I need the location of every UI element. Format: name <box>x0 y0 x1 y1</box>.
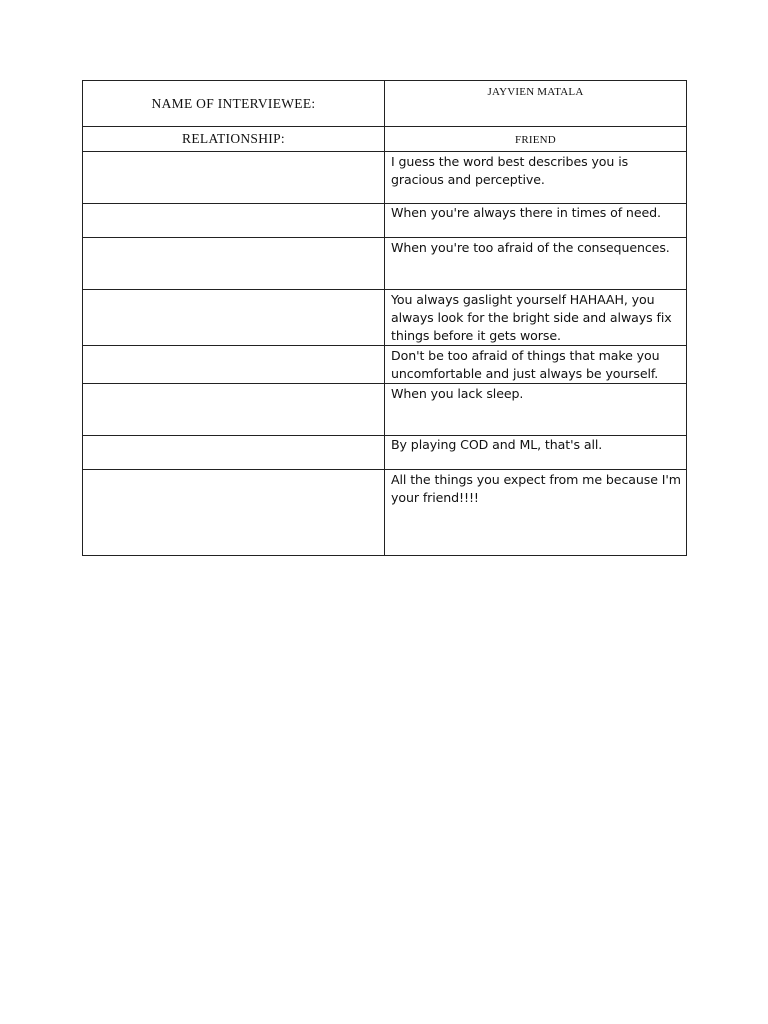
table-row <box>83 346 687 384</box>
answer-cell: When you lack sleep. <box>385 384 687 436</box>
question-cell <box>83 290 385 346</box>
interviewee-row <box>83 81 687 127</box>
answer-cell: When you're always there in times of need. <box>385 204 687 238</box>
interview-table <box>82 80 687 556</box>
table-row <box>83 470 687 556</box>
table-row <box>83 290 687 346</box>
table-row <box>83 384 687 436</box>
answer-cell: When you're too afraid of the consequences. <box>385 238 687 290</box>
question-cell <box>83 204 385 238</box>
answer-cell: Don't be too afraid of things that make you uncomfortable and just always be yourself. <box>385 346 687 384</box>
question-cell <box>83 346 385 384</box>
question-cell <box>83 238 385 290</box>
table-row <box>83 204 687 238</box>
answer-cell: By playing COD and ML, that's all. <box>385 436 687 470</box>
table-row <box>83 238 687 290</box>
table-row <box>83 436 687 470</box>
relationship-value: FRIEND <box>385 127 687 152</box>
interviewee-name: JAYVIEN MATALA <box>385 81 687 127</box>
answer-cell: I guess the word best describes you is gracious and perceptive. <box>385 152 687 204</box>
relationship-label: RELATIONSHIP: <box>83 127 385 152</box>
question-cell <box>83 384 385 436</box>
question-cell <box>83 436 385 470</box>
question-cell <box>83 470 385 556</box>
interviewee-label: NAME OF INTERVIEWEE: <box>83 81 385 127</box>
answer-cell: You always gaslight yourself HAHAAH, you always look for the bright side and always fix things before it gets worse. <box>385 290 687 346</box>
answer-cell: All the things you expect from me because I'm your friend!!!! <box>385 470 687 556</box>
table-row <box>83 152 687 204</box>
question-cell <box>83 152 385 204</box>
relationship-row <box>83 127 687 152</box>
